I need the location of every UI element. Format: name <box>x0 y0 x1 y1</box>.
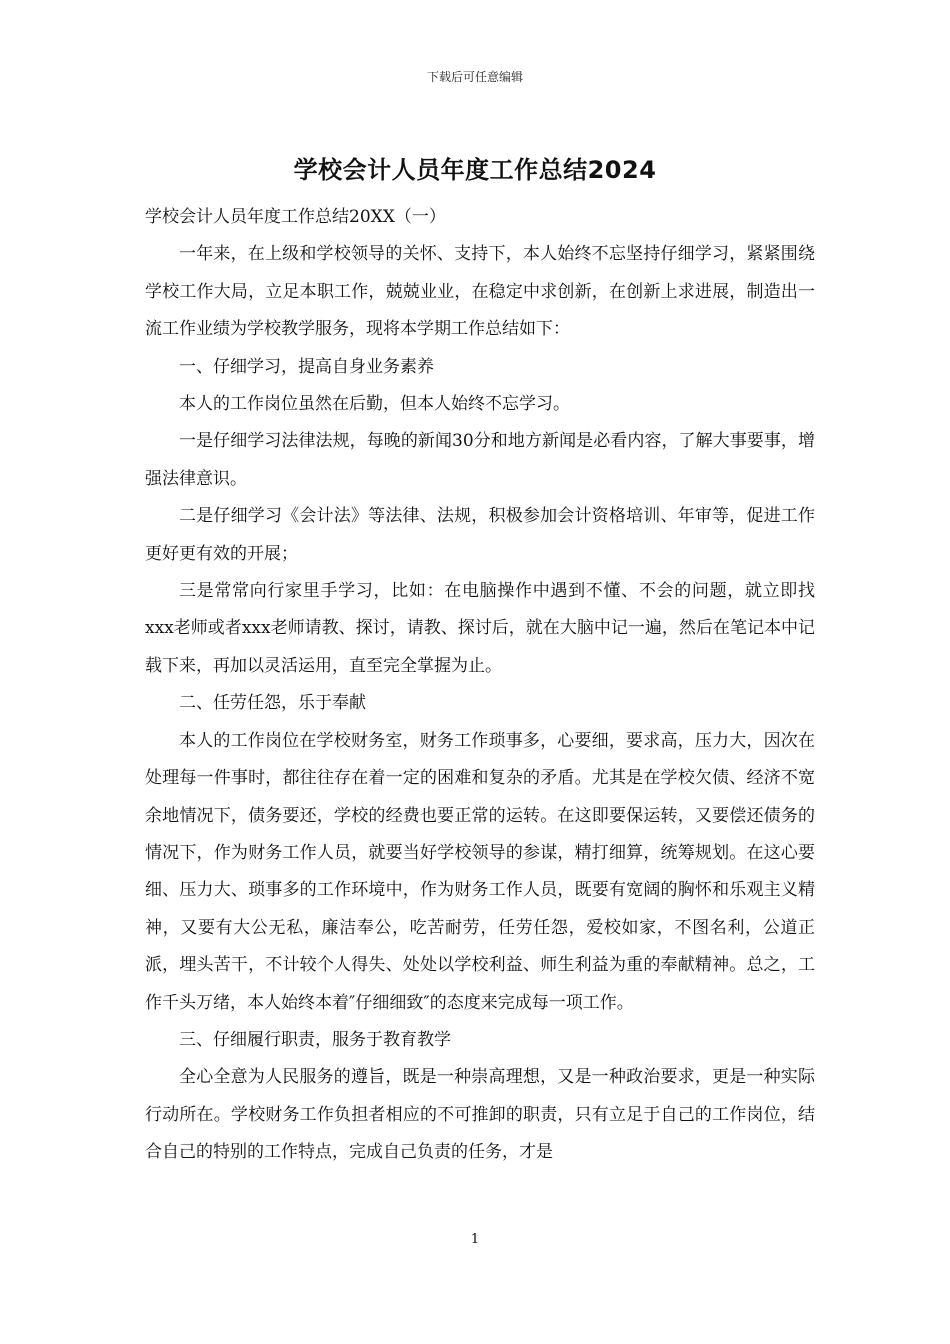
paragraph: 本人的工作岗位在学校财务室，财务工作琐事多，心要细，要求高，压力大，因次在处理每一件事时，都往往存在着一定的困难和复杂的矛盾。尤其是在学校欠债、经济不宽余地情况下，债务要还，学校的经费也要正常的运转。在这即要保运转，又要偿还债务的情况下，作为财务工作人员，就要当好学校领导的参谋，精打细算，统筹规划。在这心要细、压力大、琐事多的工作环境中，作为财务工作人员，既要有宽阔的胸怀和乐观主义精神，又要有大公无私，廉洁奉公，吃苦耐劳，任劳任怨，爱校如家，不图名利，公道正派，埋头苦干，不计较个人得失、处处以学校利益、师生利益为重的奉献精神。总之，工作千头万绪，本人始终本着″仔细细致″的态度来完成每一项工作。 <box>145 730 815 1013</box>
section-heading-1: 一、仔细学习，提高自身业务素养 <box>179 356 434 377</box>
paragraph: 全心全意为人民服务的遵旨，既是一种崇高理想，又是一种政治要求，更是一种实际行动所在。学校财务工作负担者相应的不可推卸的职责，只有立足于自己的工作岗位，结合自己的特别的工作特点，完成自己负责的任务，才是 <box>145 1067 815 1163</box>
document-body <box>145 199 815 1172</box>
paragraph-subtitle: 学校会计人员年度工作总结20XX（一） <box>145 207 446 227</box>
section-heading-3: 三、仔细履行职责，服务于教育教学 <box>179 1029 451 1050</box>
paragraph: 一是仔细学习法律法规，每晚的新闻30分和地方新闻是必看内容，了解大事要事，增强法律意识。 <box>145 431 815 489</box>
document-title: 学校会计人员年度工作总结2024 <box>293 156 657 184</box>
page-header: 下载后可任意编辑 <box>426 70 523 84</box>
paragraph: 本人的工作岗位虽然在后勤，但本人始终不忘学习。 <box>179 394 570 415</box>
paragraph: 三是常常向行家里手学习，比如：在电脑操作中遇到不懂、不会的问题，就立即找xxx老师或者xxx老师请教、探讨，请教、探讨后，就在大脑中记一遍，然后在笔记本中记载下来，再加以灵活运用，直至完全掌握为止。 <box>145 581 815 676</box>
section-heading-2: 二、任劳任怨，乐于奉献 <box>179 693 366 714</box>
page-number: 1 <box>470 1232 480 1247</box>
paragraph: 二是仔细学习《会计法》等法律、法规，积极参加会计资格培训、年审等，促进工作更好更有效的开展； <box>145 506 815 564</box>
paragraph-intro: 一年来，在上级和学校领导的关怀、支持下，本人始终不忘坚持仔细学习，紧紧围绕学校工作大局，立足本职工作，兢兢业业，在稳定中求创新，在创新上求进展，制造出一流工作业绩为学校教学服务，现将本学期工作总结如下： <box>145 244 815 340</box>
